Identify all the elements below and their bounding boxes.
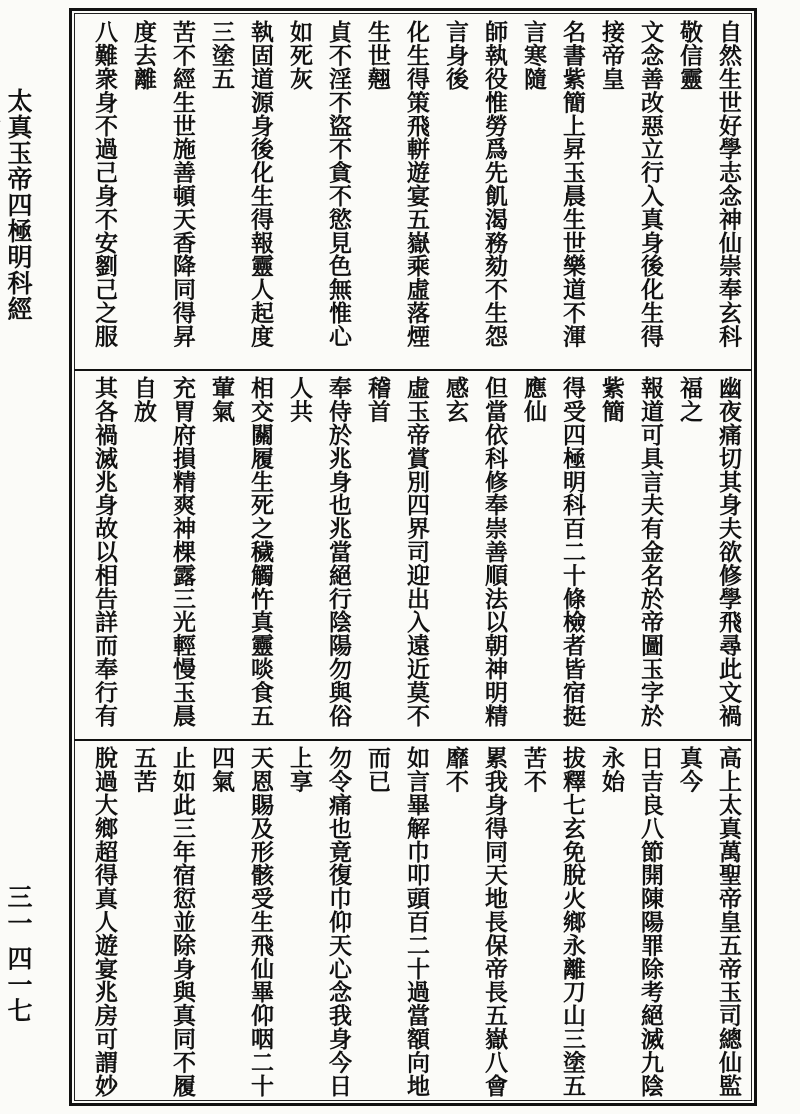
text-column: 拔釋七玄免脫火鄉永離刀山三塗五苦不 <box>520 746 586 1097</box>
text-column: 奉侍於兆身也兆當絕行陰陽勿與俗人共 <box>286 376 352 727</box>
text-column: 脫過大鄉超得真人遊宴兆房可謂妙 <box>91 746 118 1097</box>
text-column: 得受四極明科百二十條檢者皆宿挺應仙 <box>520 376 586 727</box>
text-column: 高上太真萬聖帝皇五帝玉司總仙監真今 <box>676 746 742 1097</box>
text-column: 虛玉帝賞別四界司迎出入遠近莫不稽首 <box>364 376 430 727</box>
text-register-top <box>82 20 748 365</box>
text-column: 執固道源身後化生得報靈人起度三塗五 <box>208 20 274 348</box>
text-column: 文念善改惡立行入真身後化生得接帝皇 <box>598 20 664 348</box>
volume-label <box>0 106 2 158</box>
text-column: 貞不淫不盜不貪不慾見色無惟心如死灰 <box>286 20 352 348</box>
text-column: 幽夜痛切其身夫欲修學飛尋此文禍福之 <box>676 376 742 727</box>
text-column: 勿令痛也竟復巾仰天心念我身今日上享 <box>286 746 352 1097</box>
register-divider-1 <box>74 369 752 371</box>
margin-title <box>2 88 34 358</box>
text-column: 止如此三年宿愆並除身與真同不履五苦 <box>130 746 196 1097</box>
text-column: 名書紫簡上昇玉晨生世樂道不渾言寒隨 <box>520 20 586 348</box>
text-column: 苦不經生世施善頓天香降同得昇度去離 <box>130 20 196 348</box>
text-column: 如言畢解巾叩頭百二十過當額向地而已 <box>364 746 430 1097</box>
text-column: 報道可具言夫有金名於帝圖玉字於紫簡 <box>598 376 664 727</box>
text-column: 相交關履生死之穢觸忤真靈啖食五葷氣 <box>208 376 274 727</box>
text-column: 天恩賜及形骸受生飛仙畢仰咽二十四氣 <box>208 746 274 1097</box>
text-register-bottom <box>82 746 748 1101</box>
text-column: 累我身得同天地長保帝長五嶽八會靡不 <box>442 746 508 1097</box>
text-column: 八難衆身不過己身不安劉己之服 <box>91 20 118 348</box>
text-register-middle <box>82 376 748 734</box>
register-divider-2 <box>74 739 752 741</box>
scripture-title: 太真玉帝四極明科經 <box>4 88 33 322</box>
text-column: 日吉良八節開陳陽罪除考絕滅九陰永始 <box>598 746 664 1097</box>
text-column: 其各禍滅兆身故以相告詳而奉行有 <box>91 376 118 727</box>
text-column: 但當依科修奉崇善順法以朝神明精感玄 <box>442 376 508 727</box>
text-column: 自然生世好學志念神仙崇奉玄科敬信靈 <box>676 20 742 348</box>
text-column: 化生得策飛軿遊宴五嶽乘虛落煙生世翹 <box>364 20 430 348</box>
folio-number: 三一 四一七 <box>4 884 33 1024</box>
text-column: 師執役惟勞爲先飢渴務劾不生怨言身後 <box>442 20 508 348</box>
text-column: 充胃府損精爽神棵露三光輕慢玉晨自放 <box>130 376 196 727</box>
